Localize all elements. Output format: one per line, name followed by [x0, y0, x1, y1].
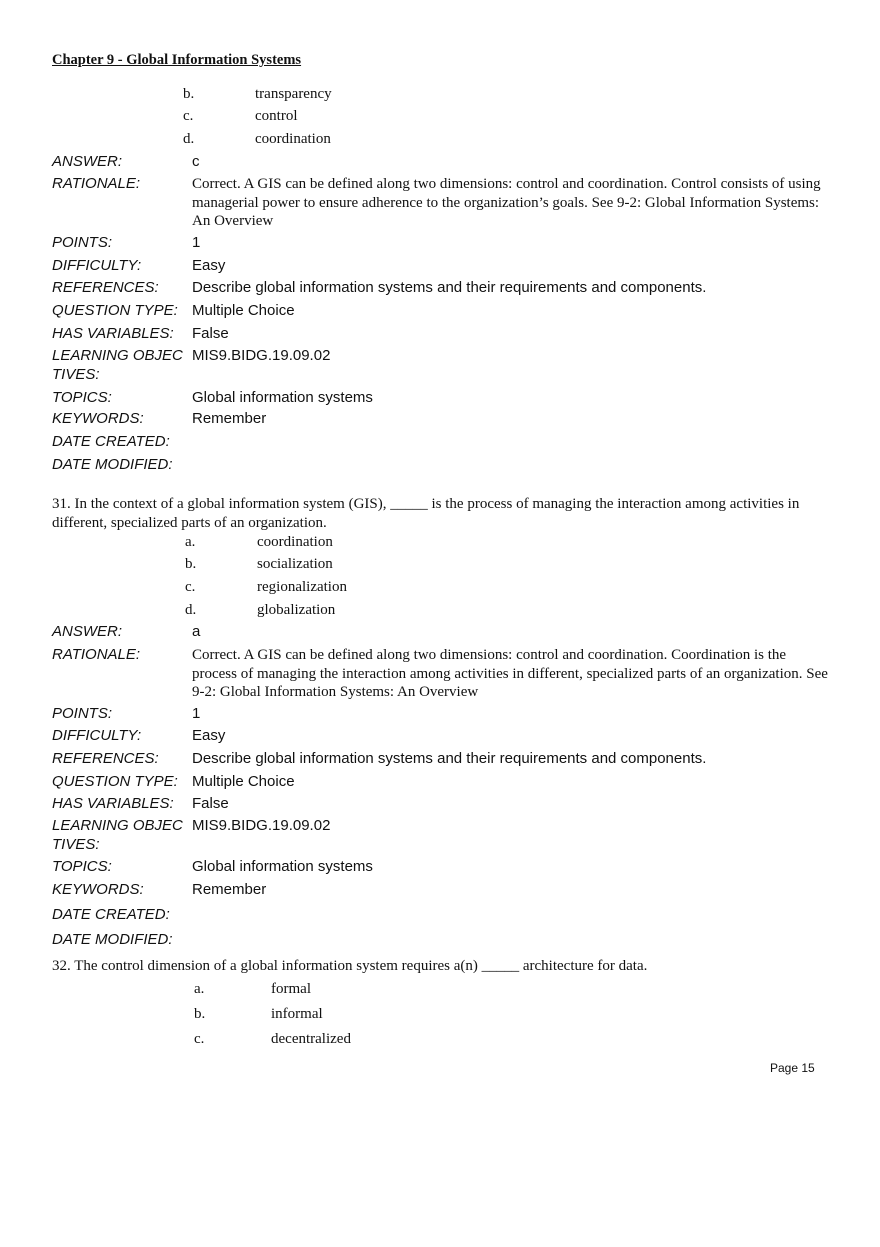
answer-label: ANSWER:: [52, 153, 123, 170]
question-text: 31. In the context of a global information system (GIS), _____ is the process of managing the interaction among activities in different, specialized parts of an organization.: [52, 496, 800, 531]
keywords-label: KEYWORDS:: [52, 881, 144, 898]
answer-label: ANSWER:: [52, 623, 123, 640]
option-text: informal: [271, 1006, 323, 1022]
difficulty-label: DIFFICULTY:: [52, 727, 142, 744]
date-modified-label: DATE MODIFIED:: [52, 456, 173, 473]
topics-value: Global information systems: [192, 389, 373, 406]
option-text: socialization: [257, 556, 333, 572]
option-letter: c.: [185, 579, 196, 595]
option-letter: b.: [185, 556, 197, 572]
rationale-label: RATIONALE:: [52, 646, 141, 663]
option-letter: d.: [183, 131, 195, 147]
option-letter: a.: [194, 981, 205, 997]
answer-value: c: [192, 153, 200, 170]
option-text: coordination: [255, 131, 331, 147]
difficulty-value: Easy: [192, 257, 226, 274]
keywords-value: Remember: [192, 410, 267, 427]
points-value: 1: [192, 234, 201, 251]
question-type-label: QUESTION TYPE:: [52, 302, 178, 319]
option-letter: c.: [183, 108, 194, 124]
option-text: regionalization: [257, 579, 347, 595]
option-letter: c.: [194, 1031, 205, 1047]
option-text: decentralized: [271, 1031, 351, 1047]
has-variables-label: HAS VARIABLES:: [52, 325, 174, 342]
difficulty-label: DIFFICULTY:: [52, 257, 142, 274]
question-text: 32. The control dimension of a global information system requires a(n) _____ architecture for data.: [52, 958, 648, 974]
date-created-label: DATE CREATED:: [52, 433, 170, 450]
topics-label: TOPICS:: [52, 858, 112, 875]
points-value: 1: [192, 705, 201, 722]
question-type-value: Multiple Choice: [192, 302, 295, 319]
option-text: control: [255, 108, 298, 124]
option-letter: b.: [194, 1006, 206, 1022]
page-number: Page 15: [770, 1061, 815, 1075]
has-variables-value: False: [192, 795, 229, 812]
option-text: formal: [271, 981, 311, 997]
option-letter: b.: [183, 86, 195, 102]
has-variables-value: False: [192, 325, 229, 342]
learning-objectives-value: MIS9.BIDG.19.09.02: [192, 817, 331, 834]
date-modified-label: DATE MODIFIED:: [52, 931, 173, 948]
option-text: transparency: [255, 86, 332, 102]
difficulty-value: Easy: [192, 727, 226, 744]
rationale-text: Correct. A GIS can be defined along two dimensions: control and coordination. Coordination is the process of managing the interaction among activities in different, specialized parts of an organization. See 9-2: Global Information Systems: An Overview: [192, 647, 828, 700]
chapter-title: Chapter 9 - Global Information Systems: [52, 52, 302, 68]
topics-label: TOPICS:: [52, 389, 112, 406]
learning-objectives-label: LEARNING OBJECTIVES:: [52, 817, 183, 853]
question-type-label: QUESTION TYPE:: [52, 773, 178, 790]
question-type-value: Multiple Choice: [192, 773, 295, 790]
date-created-label: DATE CREATED:: [52, 906, 170, 923]
keywords-label: KEYWORDS:: [52, 410, 144, 427]
points-label: POINTS:: [52, 705, 113, 722]
topics-value: Global information systems: [192, 858, 373, 875]
option-text: globalization: [257, 602, 336, 618]
references-value: Describe global information systems and their requirements and components.: [192, 279, 707, 296]
keywords-value: Remember: [192, 881, 267, 898]
points-label: POINTS:: [52, 234, 113, 251]
has-variables-label: HAS VARIABLES:: [52, 795, 174, 812]
option-letter: d.: [185, 602, 197, 618]
answer-value: a: [192, 623, 201, 640]
references-label: REFERENCES:: [52, 750, 159, 767]
option-text: coordination: [257, 534, 333, 550]
learning-objectives-label: LEARNING OBJECTIVES:: [52, 347, 183, 383]
learning-objectives-value: MIS9.BIDG.19.09.02: [192, 347, 331, 364]
option-letter: a.: [185, 534, 196, 550]
references-value: Describe global information systems and their requirements and components.: [192, 750, 707, 767]
references-label: REFERENCES:: [52, 279, 159, 296]
rationale-text: Correct. A GIS can be defined along two dimensions: control and coordination. Control consists of using managerial power to ensure adherence to the organization’s goals. See 9-2: Global Information Systems: An Overview: [192, 176, 821, 229]
rationale-label: RATIONALE:: [52, 175, 141, 192]
